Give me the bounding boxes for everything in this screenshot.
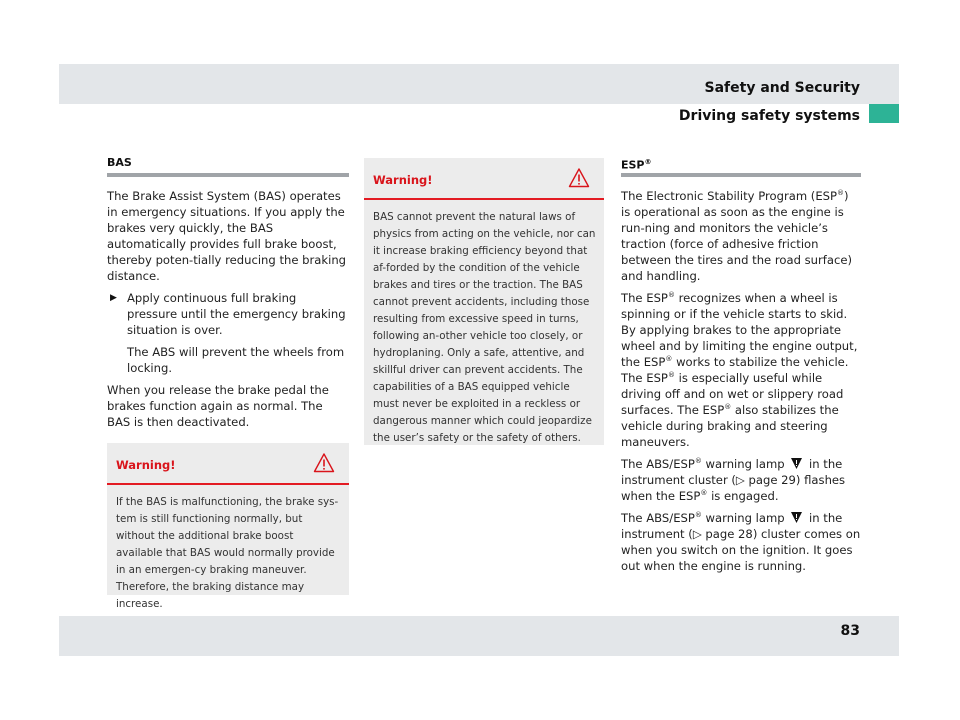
bas-intro: The Brake Assist System (BAS) operates in emergency situations. If you apply the brakes very quickly, the BAS automatically provides full brake boost, thereby poten-tially reducing the braking distance. <box>107 189 347 283</box>
warning-triangle-icon <box>313 452 335 474</box>
bas-column <box>107 155 349 430</box>
heading-rule <box>107 173 349 177</box>
section-accent-tab <box>869 104 899 123</box>
bullet-arrow-icon: ▶ <box>110 293 117 303</box>
section-title: Safety and Security <box>704 80 860 96</box>
esp-lamp-flashing: The ABS/ESP® warning lamp in the instrument cluster (▷ page 29) flashes when the ESP® is engaged. <box>621 457 846 503</box>
esp-intro: The Electronic Stability Program (ESP®) is operational as soon as the engine is run-ning and monitors the vehicle’s traction (force of adhesive friction between the tires and the road surface) and handling. <box>621 189 853 283</box>
warning-triangle-icon <box>568 167 590 189</box>
footer-band <box>59 616 899 656</box>
warning-text: If the BAS is malfunctioning, the brake sys-tem is still functioning normally, but without the additional brake boost available that BAS would normally provide in an emergen-cy braking maneuver. Therefore, the braking distance may increase. <box>116 496 339 610</box>
bas-malfunction-warning <box>107 443 349 610</box>
esp-heading-text: ESP <box>621 158 645 172</box>
bas-instruction-text: Apply continuous full braking pressure until the emergency braking situation is over. <box>127 291 346 337</box>
esp-heading <box>621 155 861 170</box>
esp-warning-lamp-icon <box>790 511 803 524</box>
heading-rule <box>621 173 861 177</box>
bas-limits-column <box>364 158 604 445</box>
subsection-title: Driving safety systems <box>678 108 860 124</box>
bas-heading: BAS <box>107 156 132 169</box>
bas-release-text: When you release the brake pedal the brakes function again as normal. The BAS is then deactivated. <box>107 383 329 429</box>
registered-mark: ® <box>644 158 652 166</box>
bas-instruction <box>107 290 349 338</box>
warning-text: BAS cannot prevent the natural laws of physics from acting on the vehicle, nor can it increase braking efficiency beyond that af-forded by the condition of the vehicle brakes and tires or the traction. The BAS cannot prevent accidents, including those resulting from excessive speed in turns, following an-other vehicle too closely, or hydroplaning. Only a safe, attentive, and skillful driver can prevent accidents. The capabilities of a BAS equipped vehicle must never be exploited in a reckless or dangerous manner which could jeopardize the user’s safety or the safety of others. <box>373 211 596 444</box>
bas-instruction-note: The ABS will prevent the wheels from locking. <box>127 345 345 375</box>
warning-header <box>364 158 604 200</box>
esp-warning-lamp-icon <box>790 457 803 470</box>
warning-header <box>107 443 349 485</box>
warning-label: Warning! <box>116 458 176 472</box>
warning-label: Warning! <box>373 173 433 187</box>
page-number: 83 <box>840 623 860 639</box>
bas-limits-warning <box>364 158 604 445</box>
esp-function: The ESP® recognizes when a wheel is spinning or if the vehicle starts to skid. By applying brakes to the appropriate wheel and by limiting the engine output, the ESP® works to stabilize the vehicle. The ESP® is especially useful while driving off and on wet or slippery road surfaces. The ESP® also stabilizes the vehicle during braking and steering maneuvers. <box>621 291 858 449</box>
esp-lamp-ignition: The ABS/ESP® warning lamp in the instrument (▷ page 28) cluster comes on when you switch on the ignition. It goes out when the engine is running. <box>621 511 861 573</box>
esp-column <box>621 155 861 574</box>
page-reference-link[interactable]: ▷ page 29 <box>735 473 796 487</box>
page-reference-link[interactable]: ▷ page 28 <box>692 527 753 541</box>
